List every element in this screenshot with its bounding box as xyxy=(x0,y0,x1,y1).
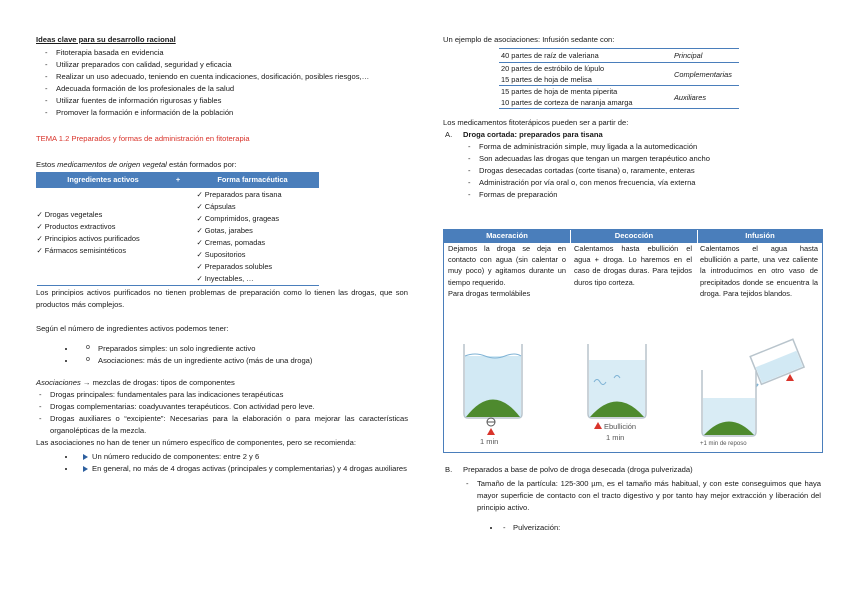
maceracion-beaker-illustration xyxy=(460,342,530,446)
heat-icon xyxy=(786,374,794,381)
list-item: - Utilizar fuentes de información rigurosas y fiables xyxy=(36,95,408,107)
heat-icon xyxy=(594,422,602,429)
check-item: ✓ Principios activos purificados xyxy=(36,233,140,243)
col-header-forma: Forma farmacéutica xyxy=(187,173,319,188)
list-item: - Formas de preparación xyxy=(459,189,815,201)
asociaciones-note: Las asociaciones no han de tener un número específico de componentes, pero se recomienda: xyxy=(36,437,356,447)
ideas-title: Ideas clave para su desarrollo racional xyxy=(36,35,176,44)
check-item: ✓ Inyectables, … xyxy=(196,274,254,283)
decoccion-beaker-illustration xyxy=(584,342,654,446)
arrow-icon: → xyxy=(80,377,93,387)
check-item: ✓ Preparados solubles xyxy=(196,262,273,271)
check-item: ✓ Cápsulas xyxy=(196,202,236,211)
time-caption: 1 min xyxy=(480,437,499,446)
recomendaciones-list xyxy=(36,451,408,475)
ejemplo-table xyxy=(499,48,739,109)
tema-title: TEMA 1.2 Preparados y formas de administración en fitoterapia xyxy=(36,134,250,143)
check-item: ✓ Drogas vegetales xyxy=(36,209,103,219)
list-item: - Drogas complementarias: coadyuvantes terapéuticos. Con actividad pero leve. xyxy=(30,401,408,413)
col-header-plus: + xyxy=(170,173,187,188)
section-b-label: B. xyxy=(445,465,453,474)
method-text-decoccion: Calentamos hasta ebullición el agua + droga. Lo haremos en el caso de drogas duras. Para tejidos duros tipo corteza. xyxy=(574,244,692,287)
list-item: - Realizar un uso adecuado, teniendo en cuenta indicaciones, dosificación, posibles riesgos,… xyxy=(36,71,408,83)
composition-table xyxy=(36,172,319,286)
list-item: o • Preparados simples: un solo ingrediente activo xyxy=(76,343,408,355)
method-header-maceracion: Maceración xyxy=(444,230,571,243)
list-item: - Son adecuadas las drogas que tengan un margen terapéutico ancho xyxy=(459,153,815,165)
section-a-heading: Droga cortada: preparados para tisana xyxy=(463,130,603,139)
ingredientes-cell xyxy=(37,188,170,286)
ejemplo-title: Un ejemplo de asociaciones: Infusión sedante con: xyxy=(443,35,615,44)
section-b-title xyxy=(443,464,821,476)
section-b-heading: Preparados a base de polvo de droga desecada (droga pulverizada) xyxy=(463,465,693,474)
asoc-italic: Asociaciones xyxy=(36,377,81,387)
ejemplo-item: 10 partes de corteza de naranja amarga xyxy=(501,98,633,107)
estos-pre: Estos xyxy=(36,160,58,169)
ejemplo-role: Auxiliares xyxy=(674,92,707,102)
ideas-list xyxy=(36,47,408,119)
right-column xyxy=(443,34,815,201)
section-a-list xyxy=(459,141,815,201)
fire-label: Ebullición xyxy=(604,422,637,431)
formas-cell xyxy=(187,188,319,286)
method-header-infusion: Infusión xyxy=(698,230,822,243)
check-item: ✓ Comprimidos, grageas xyxy=(196,214,280,223)
list-item: • Un número reducido de componentes: entre 2 y 6 xyxy=(76,451,408,463)
infusion-beaker-illustration xyxy=(696,338,818,448)
check-item: ✓ Productos extractivos xyxy=(36,221,116,231)
time-caption: +1 min de reposo xyxy=(700,441,747,447)
ejemplo-role: Complementarias xyxy=(674,69,732,79)
list-item: - Drogas principales: fundamentales para las indicaciones terapéuticas xyxy=(30,389,408,401)
check-item: ✓ Supositorios xyxy=(196,250,246,259)
pulverizacion-list xyxy=(461,522,821,534)
method-extra: Para drogas termolábiles xyxy=(448,288,531,298)
ejemplo-item: 20 partes de estróbilo de lúpulo xyxy=(501,64,605,73)
time-caption: 1 min xyxy=(606,433,625,442)
ejemplo-item: 15 partes de hoja de melisa xyxy=(501,75,592,84)
ejemplo-role: Principal xyxy=(674,51,703,60)
check-item: ✓ Preparados para tisana xyxy=(196,190,282,199)
estos-sentence xyxy=(36,159,408,171)
partir-title: Los medicamentos fitoterápicos pueden ser a partir de: xyxy=(443,118,629,127)
ejemplo-item-group xyxy=(499,63,673,86)
col-header-ingredientes: Ingredientes activos xyxy=(37,173,170,188)
list-item: - Administración por vía oral o, con menos frecuencia, vía externa xyxy=(459,177,815,189)
methods-table xyxy=(443,229,823,453)
method-text-infusion: Calentamos el agua hasta ebullición a parte, una vez caliente la introducimos en otro vaso de precipitados donde se encuentra la droga. Para tejidos blandos. xyxy=(700,244,818,298)
ejemplo-item-group xyxy=(499,86,673,109)
list-item: o • Asociaciones: más de un ingrediente activo (más de una droga) xyxy=(76,355,408,367)
list-item: - Adecuada formación de los profesionales de la salud xyxy=(36,83,408,95)
estos-post: están formados por: xyxy=(166,160,237,169)
segun-title: Según el número de ingredientes activos podemos tener: xyxy=(36,324,229,333)
list-item: • En general, no más de 4 drogas activas (principales y complementarias) y 4 drogas auxiliares xyxy=(76,463,408,475)
section-b-list xyxy=(457,478,821,514)
estos-italic: medicamentos de origen vegetal xyxy=(57,160,167,169)
pulverizacion-label: - • Pulverización: xyxy=(501,522,821,534)
list-item: - Fitoterapia basada en evidencia xyxy=(36,47,408,59)
asociaciones-title xyxy=(36,377,408,389)
method-header-decoccion: Decocción xyxy=(571,230,698,243)
methods-body xyxy=(444,243,822,299)
section-a-title xyxy=(443,129,815,141)
list-item: - Utilizar preparados con calidad, seguridad y eficacia xyxy=(36,59,408,71)
check-item: ✓ Cremas, pomadas xyxy=(196,238,266,247)
asociaciones-list xyxy=(30,389,408,437)
ejemplo-item: 40 partes de raíz de valeriana xyxy=(501,51,599,60)
list-item: - Drogas auxiliares o “excipiente”: Necesarias para la elaboración o para mejorar las características organolépticas de la mezcla. xyxy=(30,413,408,437)
check-item: ✓ Gotas, jarabes xyxy=(196,226,253,235)
segun-list xyxy=(36,343,408,367)
list-item: - Forma de administración simple, muy ligada a la automedicación xyxy=(459,141,815,153)
section-a-label: A. xyxy=(445,130,453,139)
asoc-rest: mezclas de drogas: tipos de componentes xyxy=(92,377,235,387)
principios-paragraph: Los principios activos purificados no tienen problemas de preparación como lo tienen las drogas, que son productos más complejos. xyxy=(36,288,408,309)
left-column xyxy=(36,34,408,482)
list-item: - Tamaño de la partícula: 125-300 µm, es el tamaño más habitual, y con este conseguimos que haya mayor superficie de contacto con el tracto digestivo y por tanto hay mejor extracción y liberación del principio activo. xyxy=(457,478,821,514)
ejemplo-item: 15 partes de hoja de menta piperita xyxy=(501,87,618,96)
list-item: - Promover la formación e información de la población xyxy=(36,107,408,119)
heat-icon xyxy=(487,428,495,435)
check-item: ✓ Fármacos semisintéticos xyxy=(36,245,127,255)
methods-header xyxy=(444,230,822,243)
section-b xyxy=(443,464,821,541)
list-item: - Drogas desecadas cortadas (corte tisana) o, raramente, enteras xyxy=(459,165,815,177)
method-text-maceracion: Dejamos la droga se deja en contacto con agua (sin calentar o muy poco) y agitamos durante un tiempo requerido. Para drogas termolábiles xyxy=(448,244,566,298)
